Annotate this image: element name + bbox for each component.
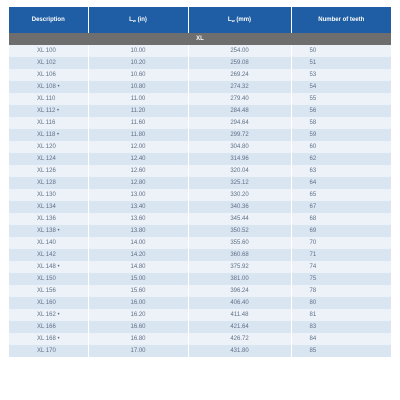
- cell-length-mm: 325.12: [188, 177, 291, 189]
- cell-description: XL 142: [9, 249, 88, 261]
- cell-teeth: 84: [291, 333, 391, 345]
- cell-length-in: 14.00: [88, 237, 188, 249]
- cell-length-mm: 431.80: [188, 345, 291, 357]
- cell-length-in: 11.80: [88, 129, 188, 141]
- cell-teeth: 78: [291, 285, 391, 297]
- group-row: [9, 33, 391, 45]
- table-row: [9, 345, 391, 357]
- cell-teeth: 71: [291, 249, 391, 261]
- cell-length-in: 12.80: [88, 177, 188, 189]
- cell-teeth: 53: [291, 69, 391, 81]
- cell-description: XL 124: [9, 153, 88, 165]
- table-row: [9, 45, 391, 57]
- cell-teeth: 74: [291, 261, 391, 273]
- table-body: [9, 33, 391, 357]
- cell-teeth: 58: [291, 117, 391, 129]
- table-row: [9, 93, 391, 105]
- cell-length-mm: 411.48: [188, 309, 291, 321]
- table-row: [9, 273, 391, 285]
- cell-length-in: 15.00: [88, 273, 188, 285]
- table-header: [9, 7, 391, 33]
- cell-length-mm: 259.08: [188, 57, 291, 69]
- cell-description: XL 108 •: [9, 81, 88, 93]
- header-length-in-main: L: [129, 17, 133, 23]
- table-row: [9, 177, 391, 189]
- table-row: [9, 249, 391, 261]
- cell-description: XL 120: [9, 141, 88, 153]
- cell-length-mm: 345.44: [188, 213, 291, 225]
- cell-length-in: 12.00: [88, 141, 188, 153]
- cell-description: XL 150: [9, 273, 88, 285]
- cell-teeth: 68: [291, 213, 391, 225]
- table-row: [9, 57, 391, 69]
- cell-description: XL 116: [9, 117, 88, 129]
- belt-length-table: [9, 7, 391, 357]
- cell-length-in: 10.00: [88, 45, 188, 57]
- cell-length-in: 12.40: [88, 153, 188, 165]
- table-row: [9, 225, 391, 237]
- cell-teeth: 59: [291, 129, 391, 141]
- cell-teeth: 51: [291, 57, 391, 69]
- cell-length-mm: 320.04: [188, 165, 291, 177]
- cell-description: XL 100: [9, 45, 88, 57]
- table-row: [9, 297, 391, 309]
- cell-length-in: 13.80: [88, 225, 188, 237]
- cell-description: XL 162 •: [9, 309, 88, 321]
- cell-length-in: 10.80: [88, 81, 188, 93]
- cell-length-in: 11.20: [88, 105, 188, 117]
- table-row: [9, 309, 391, 321]
- cell-teeth: 63: [291, 165, 391, 177]
- header-length-mm-main: L: [227, 17, 232, 23]
- cell-description: XL 106: [9, 69, 88, 81]
- header-length-mm: [188, 7, 291, 33]
- cell-length-in: 17.00: [88, 345, 188, 357]
- cell-length-in: 16.00: [88, 297, 188, 309]
- cell-length-mm: 421.64: [188, 321, 291, 333]
- cell-teeth: 85: [291, 345, 391, 357]
- table-row: [9, 321, 391, 333]
- cell-length-mm: 299.72: [188, 129, 291, 141]
- cell-teeth: 65: [291, 189, 391, 201]
- cell-length-in: 10.60: [88, 69, 188, 81]
- cell-description: XL 128: [9, 177, 88, 189]
- header-length-in-sub: w: [132, 18, 136, 23]
- cell-length-mm: 350.52: [188, 225, 291, 237]
- cell-teeth: 81: [291, 309, 391, 321]
- table-row: [9, 165, 391, 177]
- table-row: [9, 201, 391, 213]
- table-row: [9, 213, 391, 225]
- cell-description: XL 102: [9, 57, 88, 69]
- cell-length-in: 15.60: [88, 285, 188, 297]
- table-row: [9, 129, 391, 141]
- cell-length-in: 16.20: [88, 309, 188, 321]
- cell-length-in: 16.80: [88, 333, 188, 345]
- cell-description: XL 136: [9, 213, 88, 225]
- cell-description: XL 170: [9, 345, 88, 357]
- cell-length-in: 13.00: [88, 189, 188, 201]
- cell-teeth: 62: [291, 153, 391, 165]
- cell-length-mm: 274.32: [188, 81, 291, 93]
- table-row: [9, 105, 391, 117]
- cell-teeth: 70: [291, 237, 391, 249]
- cell-length-in: 10.20: [88, 57, 188, 69]
- cell-length-mm: 355.60: [188, 237, 291, 249]
- header-length-mm-sub: w: [231, 18, 235, 23]
- cell-teeth: 56: [291, 105, 391, 117]
- table-row: [9, 237, 391, 249]
- cell-teeth: 80: [291, 297, 391, 309]
- table-row: [9, 333, 391, 345]
- cell-length-in: 14.20: [88, 249, 188, 261]
- cell-description: XL 140: [9, 237, 88, 249]
- cell-length-mm: 360.68: [188, 249, 291, 261]
- cell-length-mm: 294.64: [188, 117, 291, 129]
- cell-description: XL 168 •: [9, 333, 88, 345]
- cell-length-mm: 254.00: [188, 45, 291, 57]
- cell-teeth: 60: [291, 141, 391, 153]
- table-row: [9, 117, 391, 129]
- cell-length-in: 14.80: [88, 261, 188, 273]
- table-row: [9, 189, 391, 201]
- cell-length-mm: 381.00: [188, 273, 291, 285]
- table-row: [9, 141, 391, 153]
- cell-length-in: 12.60: [88, 165, 188, 177]
- cell-description: XL 110: [9, 93, 88, 105]
- header-description: Description: [9, 7, 88, 33]
- table-row: [9, 69, 391, 81]
- cell-length-mm: 284.48: [188, 105, 291, 117]
- cell-length-mm: 269.24: [188, 69, 291, 81]
- cell-description: XL 130: [9, 189, 88, 201]
- cell-length-in: 13.40: [88, 201, 188, 213]
- belt-length-table-container: [9, 7, 391, 357]
- table-row: [9, 153, 391, 165]
- table-row: [9, 285, 391, 297]
- cell-teeth: 54: [291, 81, 391, 93]
- cell-teeth: 64: [291, 177, 391, 189]
- cell-length-mm: 426.72: [188, 333, 291, 345]
- cell-description: XL 160: [9, 297, 88, 309]
- cell-length-in: 11.00: [88, 93, 188, 105]
- cell-teeth: 50: [291, 45, 391, 57]
- cell-length-mm: 279.40: [188, 93, 291, 105]
- cell-length-mm: 304.80: [188, 141, 291, 153]
- cell-description: XL 112 •: [9, 105, 88, 117]
- cell-description: XL 138 •: [9, 225, 88, 237]
- cell-length-in: 16.60: [88, 321, 188, 333]
- header-teeth: Number of teeth: [291, 7, 391, 33]
- header-length-in-unit: (in): [137, 17, 147, 23]
- cell-teeth: 55: [291, 93, 391, 105]
- cell-description: XL 148 •: [9, 261, 88, 273]
- cell-description: XL 156: [9, 285, 88, 297]
- cell-description: XL 126: [9, 165, 88, 177]
- header-length-mm-unit: (mm): [236, 17, 252, 23]
- table-row: [9, 81, 391, 93]
- cell-length-in: 13.60: [88, 213, 188, 225]
- cell-teeth: 67: [291, 201, 391, 213]
- cell-description: XL 134: [9, 201, 88, 213]
- cell-length-mm: 375.92: [188, 261, 291, 273]
- cell-teeth: 75: [291, 273, 391, 285]
- group-label: XL: [9, 33, 391, 45]
- header-length-in: [88, 7, 188, 33]
- cell-description: XL 166: [9, 321, 88, 333]
- cell-length-mm: 406.40: [188, 297, 291, 309]
- cell-length-mm: 340.36: [188, 201, 291, 213]
- cell-description: XL 118 •: [9, 129, 88, 141]
- cell-length-mm: 330.20: [188, 189, 291, 201]
- cell-length-mm: 314.96: [188, 153, 291, 165]
- table-row: [9, 261, 391, 273]
- cell-length-mm: 396.24: [188, 285, 291, 297]
- cell-length-in: 11.60: [88, 117, 188, 129]
- cell-teeth: 83: [291, 321, 391, 333]
- cell-teeth: 69: [291, 225, 391, 237]
